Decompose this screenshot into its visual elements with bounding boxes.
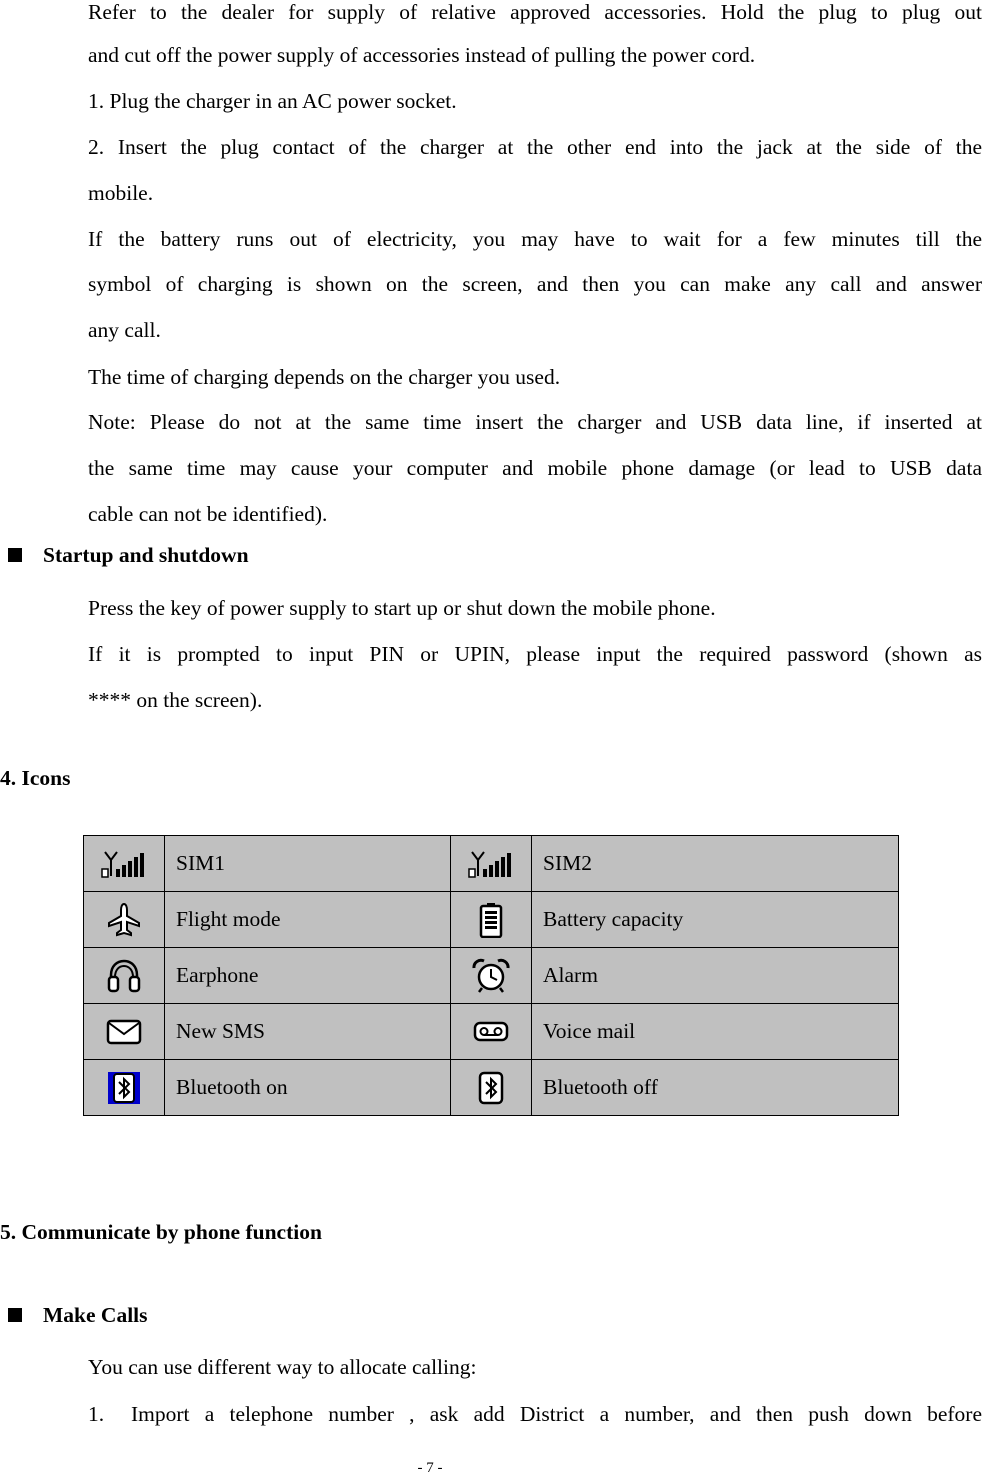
bullet-square-icon <box>8 1308 22 1322</box>
table-row <box>84 892 899 948</box>
body-line: the same time may cause your computer and mobile phone damage (or lead to USB data <box>88 456 982 480</box>
table-row <box>84 1004 899 1060</box>
body-line: **** on the screen). <box>88 688 263 712</box>
body-line: If it is prompted to input PIN or UPIN, please input the required password (shown as <box>88 642 982 666</box>
body-line: Press the key of power supply to start up or shut down the mobile phone. <box>88 596 716 620</box>
icon-label: Battery capacity <box>532 892 899 948</box>
icon-cell <box>451 892 532 948</box>
icon-label: Earphone <box>165 948 451 1004</box>
icons-table <box>83 835 899 1116</box>
icon-cell <box>84 948 165 1004</box>
list-item-text: Import a telephone number , ask add District a number, and then push down before <box>131 1402 982 1426</box>
list-number: 1. <box>88 1402 105 1426</box>
section-heading-communicate: 5. Communicate by phone function <box>0 1220 322 1244</box>
icon-cell <box>451 1004 532 1060</box>
bullet-square-icon <box>8 548 22 562</box>
icon-label: Flight mode <box>165 892 451 948</box>
signal-icon <box>451 849 531 879</box>
make-calls-heading: Make Calls <box>43 1303 148 1327</box>
battery-icon <box>451 902 531 938</box>
icon-cell <box>84 892 165 948</box>
body-line: cable can not be identified). <box>88 502 328 526</box>
airplane-icon <box>84 902 164 938</box>
envelope-icon <box>84 1018 164 1046</box>
body-line: Refer to the dealer for supply of relative approved accessories. Hold the plug to plug out <box>88 0 982 24</box>
section-heading-icons: 4. Icons <box>0 766 71 790</box>
icon-cell <box>451 836 532 892</box>
table-row <box>84 1060 899 1116</box>
signal-icon <box>84 849 164 879</box>
body-line: and cut off the power supply of accessories instead of pulling the power cord. <box>88 43 756 67</box>
icon-label: SIM2 <box>532 836 899 892</box>
icon-cell <box>84 1060 165 1116</box>
table-row <box>84 948 899 1004</box>
icon-cell <box>451 948 532 1004</box>
body-line: 1. Plug the charger in an AC power socket. <box>88 89 457 113</box>
icon-label: Bluetooth off <box>532 1060 899 1116</box>
table-row <box>84 836 899 892</box>
icon-cell <box>84 1004 165 1060</box>
icon-label: SIM1 <box>165 836 451 892</box>
bluetooth-on-icon <box>84 1071 164 1105</box>
icon-label: Voice mail <box>532 1004 899 1060</box>
icon-label: New SMS <box>165 1004 451 1060</box>
body-line: You can use different way to allocate calling: <box>88 1355 477 1379</box>
body-line: The time of charging depends on the charger you used. <box>88 365 561 389</box>
voicemail-icon <box>451 1020 531 1044</box>
body-line: 2. Insert the plug contact of the charger at the other end into the jack at the side of the <box>88 135 982 159</box>
bluetooth-off-icon <box>451 1071 531 1105</box>
alarm-clock-icon <box>451 958 531 994</box>
body-line: any call. <box>88 318 161 342</box>
page-number: - 7 - <box>417 1460 443 1476</box>
headphone-icon <box>84 958 164 994</box>
body-line: Note: Please do not at the same time insert the charger and USB data line, if inserted at <box>88 410 982 434</box>
startup-heading: Startup and shutdown <box>43 543 249 567</box>
body-line: If the battery runs out of electricity, you may have to wait for a few minutes till the <box>88 227 982 251</box>
body-line: mobile. <box>88 181 154 205</box>
icon-label: Alarm <box>532 948 899 1004</box>
icon-cell <box>451 1060 532 1116</box>
body-line: symbol of charging is shown on the screen, and then you can make any call and answer <box>88 272 982 296</box>
icon-cell <box>84 836 165 892</box>
icon-label: Bluetooth on <box>165 1060 451 1116</box>
